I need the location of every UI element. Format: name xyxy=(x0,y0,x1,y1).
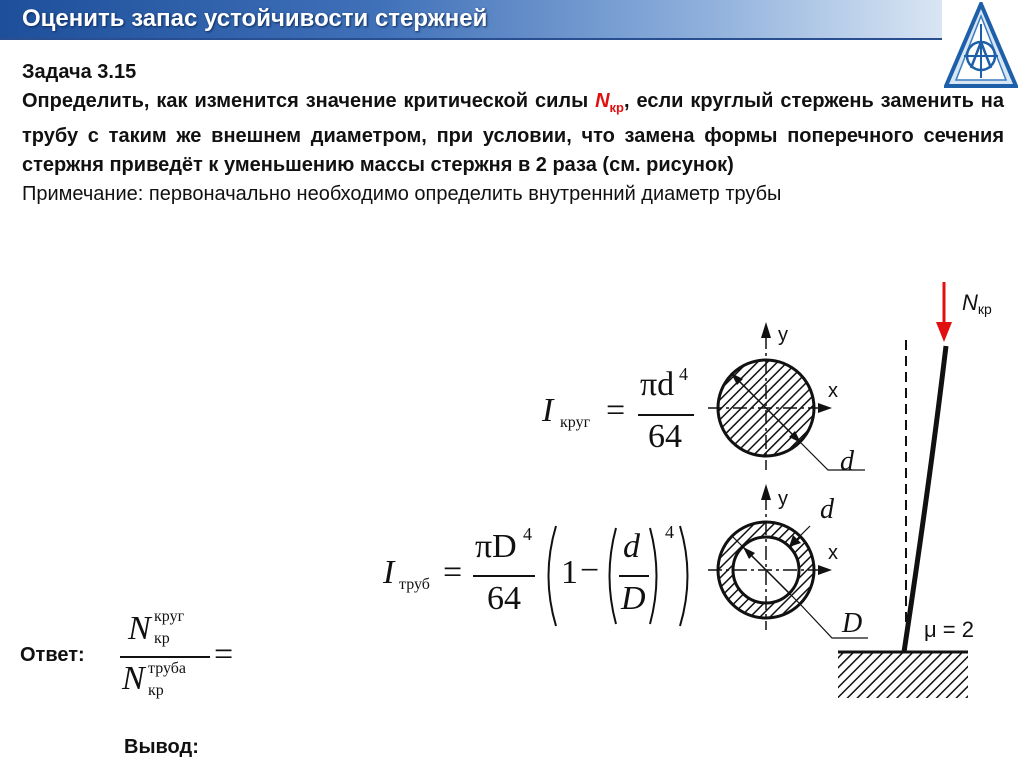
formula-tube-outer-exp: 4 xyxy=(665,522,674,542)
axis-x-label-bottom: x xyxy=(828,542,838,564)
answer-num-sub: кр xyxy=(154,630,170,647)
formula-tube-inner-den: D xyxy=(621,580,646,617)
task-text-after: , если круглый стержень заменить на трубу с таким же внешнем диаметром, при условии, что замена формы поперечного сечения стержня приведёт к уменьшению массы стержня в 2 раза (см. рисунок) xyxy=(22,90,1004,176)
slide-title: Оценить запас устойчивости стержней xyxy=(22,5,488,32)
conclusion-label: Вывод: xyxy=(124,736,199,758)
diameter-d-label-top: d xyxy=(840,446,854,477)
answer-fraction-bar xyxy=(120,656,210,658)
formula-tube-lhs: I xyxy=(383,554,395,591)
answer-ratio-formula xyxy=(120,606,250,706)
task-number: Задача 3.15 xyxy=(22,61,137,83)
answer-eq: = xyxy=(214,636,234,673)
formula-tube-eq: = xyxy=(443,554,463,591)
answer-num-symbol: N xyxy=(128,610,151,647)
task-note: Примечание: первоначально необходимо определить внутренний диаметр трубы xyxy=(22,183,782,205)
formula-tube-num-exp: 4 xyxy=(523,524,532,544)
task-text-before: Определить, как изменится значение критической силы xyxy=(22,90,596,112)
answer-label: Ответ: xyxy=(20,644,85,666)
critical-force-symbol: $N_{кр}$ xyxy=(595,90,624,115)
mu-coefficient-label: μ = 2 xyxy=(924,617,974,642)
formula-tube-minus: − xyxy=(580,552,600,589)
formula-circle-eq: = xyxy=(606,392,626,429)
answer-den-sup: труба xyxy=(148,660,187,677)
formula-tube-lhs-sub: труб xyxy=(399,576,430,593)
formula-tube-numerator: πD xyxy=(475,528,517,565)
formula-circle-lhs-sub: круг xyxy=(560,414,591,431)
diameter-D-label-bottom: D xyxy=(842,608,863,639)
answer-den-sub: кр xyxy=(148,682,164,699)
answer-den-symbol: N xyxy=(122,660,145,697)
formula-circle-numerator: πd xyxy=(640,366,675,403)
formula-tube-one: 1 xyxy=(561,554,578,591)
axis-x-label-top: x xyxy=(828,380,838,402)
formula-circle-lhs: I xyxy=(542,392,554,429)
answer-num-sup: круг xyxy=(154,608,185,625)
critical-force-label: $N_{кр}$ xyxy=(962,290,992,317)
formula-tube-denominator: 64 xyxy=(487,580,521,617)
axis-y-label-top: y xyxy=(778,324,788,346)
formula-circle-num-exp: 4 xyxy=(679,364,688,384)
axis-y-label-bottom: y xyxy=(778,488,788,510)
formula-circle-denominator: 64 xyxy=(648,418,682,455)
formula-tube-inner-num: d xyxy=(623,528,640,565)
diameter-d-label-bottom: d xyxy=(820,494,834,525)
